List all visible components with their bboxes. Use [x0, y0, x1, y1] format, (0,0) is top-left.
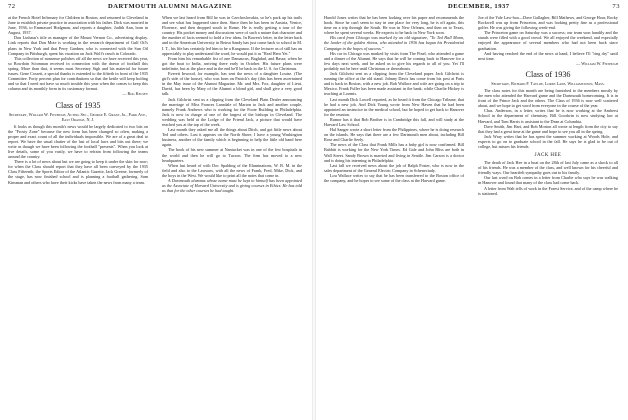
paragraph: Hal Sanger wrote a short letter from the Philippines, where he is doing research on the islands. He says that there are a few Dartmouth men about, including Bill Rose and Charlie Seely.: [324, 127, 464, 143]
paragraph: Last month Dick Lowell reported, as he heard it from the Chicago Tribune, that he had a new job. And Dick Young wrote from New Haven that he had been appointed an instructor in the medical school, but he hoped to get back to Hanover for the reunion.: [324, 96, 464, 117]
paragraph: The news of the Class that Frank Mills has a baby girl is now confirmed. Bill Babbitt is working for the New York Times. Ed Gale and John Bliss are both in Wall Street. Sandy Brown is married and living in Seattle. Jim Carson is a doctor and is doing his interning in Philadelphia.: [324, 142, 464, 163]
issue-date: DECEMBER, 1937: [448, 3, 510, 10]
left-column-1: [8, 15, 148, 415]
paragraph: Our last word on Bob comes in a letter from Charlie who says he was walking in Hanover and found that many of the class had come back.: [478, 175, 618, 186]
paragraph: From him his remarkable fist of one Damascus, Baghdad, and Basra; when he got the boat to India, arriving there early in October. His future plans were indefinite, but at the place and in the end he'll be back in the U. S. for Christmas.: [162, 55, 302, 71]
left-page: [0, 0, 312, 420]
paragraph: Joe of the Yale Law-hoo—Dave Gallagher, Bill Mathews, and George Hoar, Rocky Rockwell was up from Princeton, and was looking pretty fine as a professional golfer. He was giving the following week-end.: [478, 15, 618, 31]
paragraph: Rumor has it that Bob Brother is in Cambridge this fall, and will study at the Harvard Law School.: [324, 116, 464, 127]
paragraph: When last heard of with Doc Spalding of the Illuminations, W. B. M. in the field and also to the Lawsons, with all the news of Frank, Fred, Mike, Dick, and the boys in the West. We would like to print all the notes that come in.: [162, 162, 302, 178]
paragraph: Don Linhaus's title as manager of the Mount Vernon Co., advertising display. Link reports that Don Mote is working in the research department of Gulf Oil's plans in New York and that Perry Gardner, who is connected with the Sun Oil Company in Pittsburgh, spent his vacation on Jack Wolf's ranch in Colorado.: [8, 35, 148, 56]
obituary-heading: JACK HEE: [534, 153, 562, 159]
paragraph: Last month they asked me all the things about Ditch, and got little news about Ted and others. Last it appears on the North Shore, I have a young Washington business, another of the family which is beginning to help the little old band here again.: [162, 127, 302, 148]
paragraph: The book of his new summer at Nantucket was in one of the few hospitals in the world and then he will go to Tucson. The firm has moved to a new headquarters.: [162, 147, 302, 163]
page-number-right: 73: [612, 3, 620, 10]
page-number-left: 72: [8, 3, 16, 10]
class-secretary-1935: Secretary, William W. Fitzhugh, Acting Sec., George E. Grant, Jr., Park Ave., East Orange, N. J.: [8, 111, 148, 122]
paragraph: This collection of nonsense polishes off all the news we have received this year, so Bowdoin Sciomnan received in connection with the drawn of football this spring. More than that, it seems most Secretary Sigh and his material for future issues. Gene Cossett, a special thanks is extended to the fiftieth in front of the 1935 Committee. Forty percent plan for contributions so that the kettle will keep boiling and so that I need not have so much trouble this year when the comes to keep this column and its monthly form in its customary format.: [8, 55, 148, 92]
paragraph: Lou Wallace writes to say that he has been transferred to the Boston office of the company, and he hopes to see some of the class at the Harvard game.: [324, 172, 464, 183]
signature: — Rog Kelsey: [122, 91, 148, 97]
italic-note: A Dartmouth alumnus whose name must be kept to himself has been appointed as the Associate of Harvard University and is giving courses in Ethics. He has told us that for the other courses he had taught.: [162, 178, 302, 194]
paragraph: Jack Gilchrist sent us a clipping from the Cleveland paper. Jack Gilchrist is running the office at the old stand. Johnny Davis has come from his post at Paris and is back in Boston, with a new job. Bob Wallace and wife are going on a trip to Mexico. Frank Fuller has been made assistant in the bank, while Charlie Hickey is teaching at Loomis.: [324, 71, 464, 97]
running-head-right: [324, 3, 620, 12]
paragraph: And having reached the end of the news at hand, I believe I'll "ring dry" until next time.: [478, 50, 618, 61]
class-secretary-1936: Secretary, Richard F. Tayloe, Lords Lane, Williamstown, Mass.: [491, 80, 605, 86]
paragraph: Last fall we received news about the job of Ralph Foster, who is now in the sales department of the General Electric Company in Schenectady.: [324, 162, 464, 173]
paragraph: It looks as though this month's news would be largely dedicated to two bits on the "Frosty Zone" because the new form has been changed so often, making a proper and exact count of all the individuals impossible. We are of a great deal to report. We have the usual chatter of the last of local laws and bits out there; we write as though we have been following the football "presents". When you look at live details, some of you vastly, we have to refrain from following the teams around the country.: [8, 123, 148, 160]
paragraph: His card from Chicago was marked by an old signature, "To Ted Hall Mann, the leader of the golden rhinos, who attended in 1936 has begun his Presidential Campaign in the hopes of success.": [324, 35, 464, 51]
right-column-1: [324, 15, 464, 415]
right-column-2: [478, 15, 618, 415]
paragraph: When we last heard from Bill he was in Czechoslovakia, so he's pack up his trails and see what has happened since then. Since then he has been in Austria, Venice, Florence, and then dropped south to Rome. He is really getting a tour of the country. His pocket money and discussions were of such a nature that character and the number of facts seemed to hold a few ideas. In Bowen's letter, in the letter back and in the American University in Beirut Sandy has just come back to school in M. I. T., his life has certainly led him to be a Kanganoo. If the lecturer as of still has an appreciably to play understand the word, he would put it as "Real Hero Yet.": [162, 15, 302, 56]
magazine-title: DARTMOUTH ALUMNI MAGAZINE: [108, 3, 232, 10]
class-heading-1935: Class of 1935: [55, 100, 101, 110]
paragraph: There is a lot of news about but we are going to keep it under the skin for now; for when the Class should report that they have all been conveyed by the 1935 Class Fifteenth, the Sports Editor of the Atlantic Gazette, Jack Greene, formerly of the stage, has now finished school and is planning a football gathering. Sam Kinsman and others who have their kicks have taken the news from many a team.: [8, 159, 148, 185]
paragraph: at the French Hotel Infirmary for Children in Boston, and returned to Cleveland in June to establish private practice in association with his father. Dick was married in June, 1936, to Emmasuel Hodgman, and reports a daughter, Judith Ann, born in August, 1937.: [8, 15, 148, 36]
paragraph: The death of Jack Hee in a boat on the 28th of last July came as a shock to all of his friends. He was a member of the class, and well known for his cheerful and friendly ways. Our heartfelt sympathy goes out to his family.: [478, 160, 618, 176]
paragraph: A letter from Walt tells of work in the Forest Service, and of the camp where he is stationed.: [478, 185, 618, 196]
paragraph: Dave Smith, Jim Hart, and Bob Morton all wrote at length from the city to say that they had a great time at the game and hope to see you all in the spring.: [478, 123, 618, 134]
class-heading-1936: Class of 1936: [525, 69, 571, 79]
paragraph: The class notes for this month are being furnished to the members mostly by the men who attended the Harvard game and the Dartmouth homecoming. It is in front of the Prince Jack and the others. The Class of 1936 is now well scattered about, and we hope to get word from everyone in the course of the year.: [478, 87, 618, 109]
paragraph: The Princeton game on Saturday was a success; our team won handily and the stands were filled with a good crowd. We all enjoyed the weekend, and especially enjoyed the appearance of several members who had not been back since graduation.: [478, 30, 618, 51]
right-page: [316, 0, 628, 420]
paragraph: His car in Chicago was marked by visits from The Pinel, who attended a game and a dinner of the Alumni. He says that he will be coming back to Hanover for a few days next week, and he asked us to give his regards to all of you. Yet I'll probably not be here until Christmas or thereabouts.: [324, 50, 464, 71]
running-head-left: [8, 3, 304, 12]
paragraph: Chas. Anderson, in a letter, writes that he is now working at the Amherst School in the department of chemistry. Bill Goodwin is now studying law at Harvard, and Tom Harris is assistant to the Dean at Columbia.: [478, 108, 618, 124]
paragraph: Harold Jones writes that he has been looking over his paper and recommends the book. Since he can't seem to stay in one place for very long, he is off again, this time on a trip through the South. He was in New Orleans, and then on to Texas, where he spent several weeks. He expects to be back in New York soon.: [324, 15, 464, 36]
signature: — William W. Fitzhugh: [576, 60, 618, 66]
left-column-2: [162, 15, 302, 415]
paragraph: Everett Inwood, for example, has sent the news of a daughter Louise. (The girl's side of the house), who was born on Patrick's day (this has been ascertained in the May issue of the Alumni Magazine. Mr. and Mrs. Fox, daughter of Lieut. David, has been by Mary of the Alumni a blond girl, and shall give a very good talk.: [162, 71, 302, 97]
paragraph: Jack Wray writes that he has spent the summer working at Woods Hole, and expects to go on to graduate school in the fall. He says he is glad to be out of college, but misses his friends.: [478, 133, 618, 149]
paragraph: Jack Gilchrist sent us a clipping from the Cleveland Plain Dealer announcing the marriage of Miss Frances Lansdale of Marion to Jack and another couple, namely Frank Andrews who is working for the Foote Building in Philadelphia. Jack is now in charge of one of the largest of the bishops in Cleveland. The wedding was held at the Lodge of the Friend Jack, a picture that would have reached you at the top of the week.: [162, 96, 302, 127]
